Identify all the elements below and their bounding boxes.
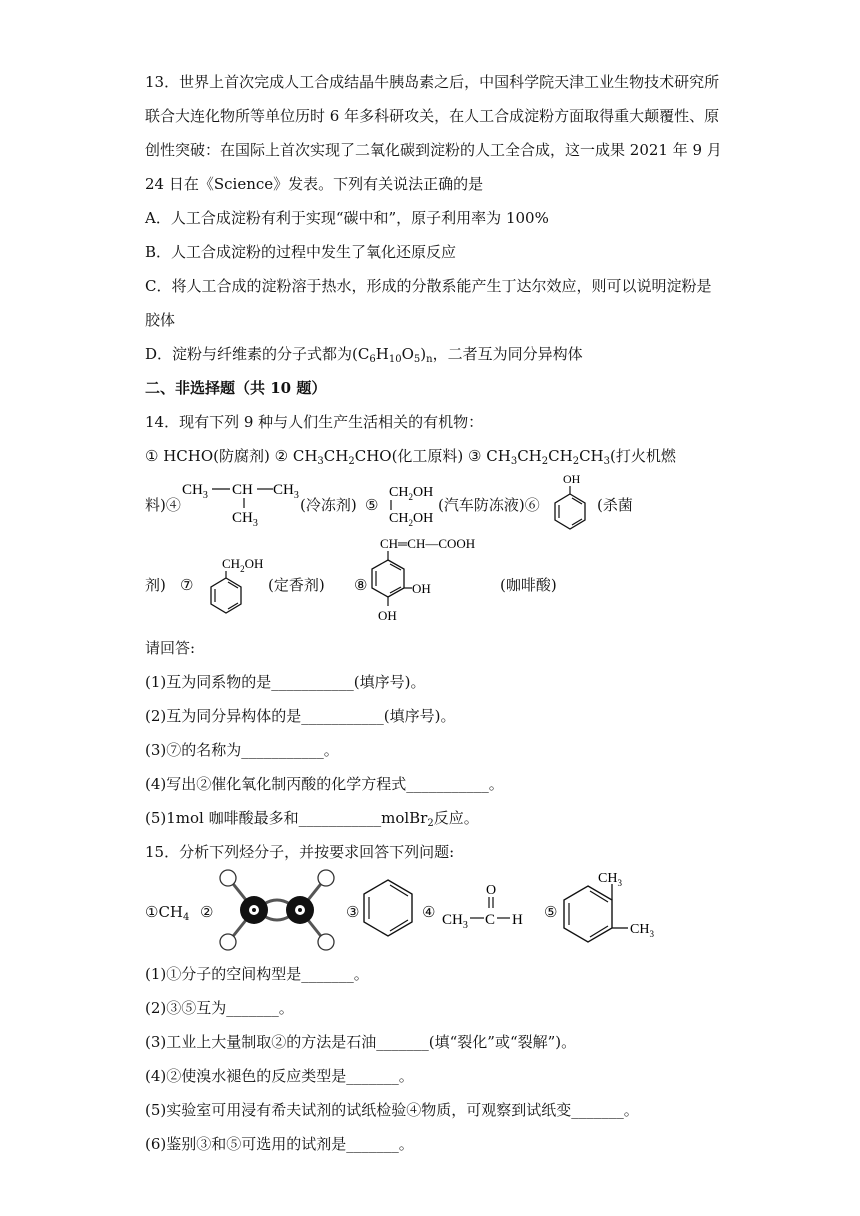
svg-text:CH3: $CH_3$ <box>273 482 299 501</box>
q15-label-5: ⑤ <box>544 903 558 921</box>
q15-sub4: (4)②使溴水褪色的反应类型是_______。 <box>145 1067 414 1085</box>
q14-intro: 14．现有下列 9 种与人们生产生活相关的有机物： <box>145 413 484 431</box>
svg-text:CH2OH: $CH_2OH$ <box>389 511 434 528</box>
q15-label-4: ④ <box>422 903 436 921</box>
q15-intro: 15．分析下列烃分子，并按要求回答下列问题: <box>145 843 455 861</box>
acetaldehyde-structure <box>440 880 530 930</box>
q13-line-4: 24 日在《Science》发表。下列有关说法正确的是 <box>145 175 484 193</box>
svg-text:CH2OH: $CH_2OH$ <box>389 485 434 502</box>
q14-row3-label-8: ⑧ <box>354 576 368 594</box>
q14-compound-list: ① HCHO(防腐剂) ② $CH_3CH_2CHO$(化工原料) ③ $CH_3CH_2CH_2CH_3$(打火机燃 <box>145 447 676 467</box>
q14-row2-label-a: 料)④ <box>145 496 181 514</box>
q15-sub3: (3)工业上大量制取②的方法是石油_______(填“裂化”或“裂解”)。 <box>145 1033 577 1051</box>
q14-sub4: (4)写出②催化氧化制丙酸的化学方程式___________。 <box>145 775 504 793</box>
svg-text:CH3: $CH_3$ <box>598 871 622 888</box>
svg-text:CH2OH: $CH_2OH$ <box>222 556 264 574</box>
q14-sub2: (2)互为同分异构体的是___________(填序号)。 <box>145 707 456 725</box>
q15-sub6: (6)鉴别③和⑤可选用的试剂是_______。 <box>145 1135 414 1153</box>
q14-sub3: (3)⑦的名称为___________。 <box>145 741 339 759</box>
q15-label-3: ③ <box>346 903 360 921</box>
svg-text:CH═CH—COOH: CH═CH—COOH <box>380 536 476 551</box>
q13-option-c: C．将人工合成的淀粉溶于热水，形成的分散系能产生丁达尔效应，则可以说明淀粉是 <box>145 277 712 295</box>
q13-line-1: 13．世界上首次完成人工合成结晶牛胰岛素之后，中国科学院天津工业生物技术研究所 <box>145 73 720 91</box>
q14-sub1: (1)互为同系物的是___________(填序号)。 <box>145 673 426 691</box>
q13-option-c-cont: 胶体 <box>145 311 176 329</box>
ethylene-glycol-structure <box>383 480 438 528</box>
isobutane-structure <box>180 478 299 529</box>
q13-option-b: B．人工合成淀粉的过程中发生了氧化还原反应 <box>145 243 457 261</box>
svg-text:CH3: $CH_3$ <box>630 922 654 939</box>
svg-text:CH3: $CH_3$ <box>232 510 258 529</box>
q15-sub5: (5)实验室可用浸有希夫试剂的试纸检验④物质，可观察到试纸变_______。 <box>145 1101 639 1119</box>
section-heading: 二、非选择题（共 10 题） <box>145 379 327 397</box>
q14-row3-label-7: ⑦ <box>180 576 194 594</box>
ethylene-model <box>212 868 342 952</box>
q14-row3-label-a: 剂) <box>145 576 166 594</box>
svg-text:OH: OH <box>412 581 431 596</box>
q15-label-1: $①CH_4$ <box>145 903 190 923</box>
q14-row2-label-5: ⑤ <box>365 496 379 514</box>
q13-line-2: 联合大连化物所等单位历时 6 年多科研攻关，在人工合成淀粉方面取得重大颠覆性、原 <box>145 107 720 125</box>
q14-row2-label-cold: (冷冻剂) <box>300 496 357 514</box>
q13-option-d: D．淀粉与纤维素的分子式都为$(C_6H_{10}O_5)_n$，二者互为同分异构体 <box>145 345 583 365</box>
benzyl-alcohol-structure <box>204 556 264 616</box>
q15-sub1: (1)①分子的空间构型是_______。 <box>145 965 369 983</box>
o-xylene-structure <box>560 868 670 952</box>
svg-text:OH: OH <box>563 472 581 486</box>
svg-text:H: H <box>512 912 523 928</box>
q13-option-a: A．人工合成淀粉有利于实现“碳中和”，原子利用率为 100% <box>145 209 549 227</box>
svg-text:C: C <box>485 912 496 928</box>
q14-row2-label-anti: (汽车防冻液)⑥ <box>438 496 540 514</box>
q14-ask: 请回答: <box>145 639 196 657</box>
q13-line-3: 创性突破：在国际上首次实现了二氧化碳到淀粉的人工全合成，这一成果 2021 年 9 月 <box>145 141 722 159</box>
q15-sub2: (2)③⑤互为_______。 <box>145 999 294 1017</box>
svg-text:CH3: $CH_3$ <box>442 912 468 931</box>
svg-text:CH3: $CH_3$ <box>182 482 208 501</box>
q14-row2-label-kill: (杀菌 <box>597 496 633 514</box>
phenol-structure <box>548 472 590 532</box>
svg-text:OH: OH <box>378 608 397 623</box>
benzene-structure <box>360 876 416 942</box>
q14-row3-label-caffeic: (咖啡酸) <box>500 576 557 594</box>
svg-text:O: O <box>486 883 497 898</box>
caffeic-acid-structure <box>366 532 496 628</box>
q14-sub5: (5)1mol 咖啡酸最多和___________molBr$_2$反应。 <box>145 809 479 829</box>
q15-label-2: ② <box>200 903 214 921</box>
q14-row3-label-fix: (定香剂) <box>268 576 325 594</box>
svg-text:CH: CH <box>232 482 253 498</box>
